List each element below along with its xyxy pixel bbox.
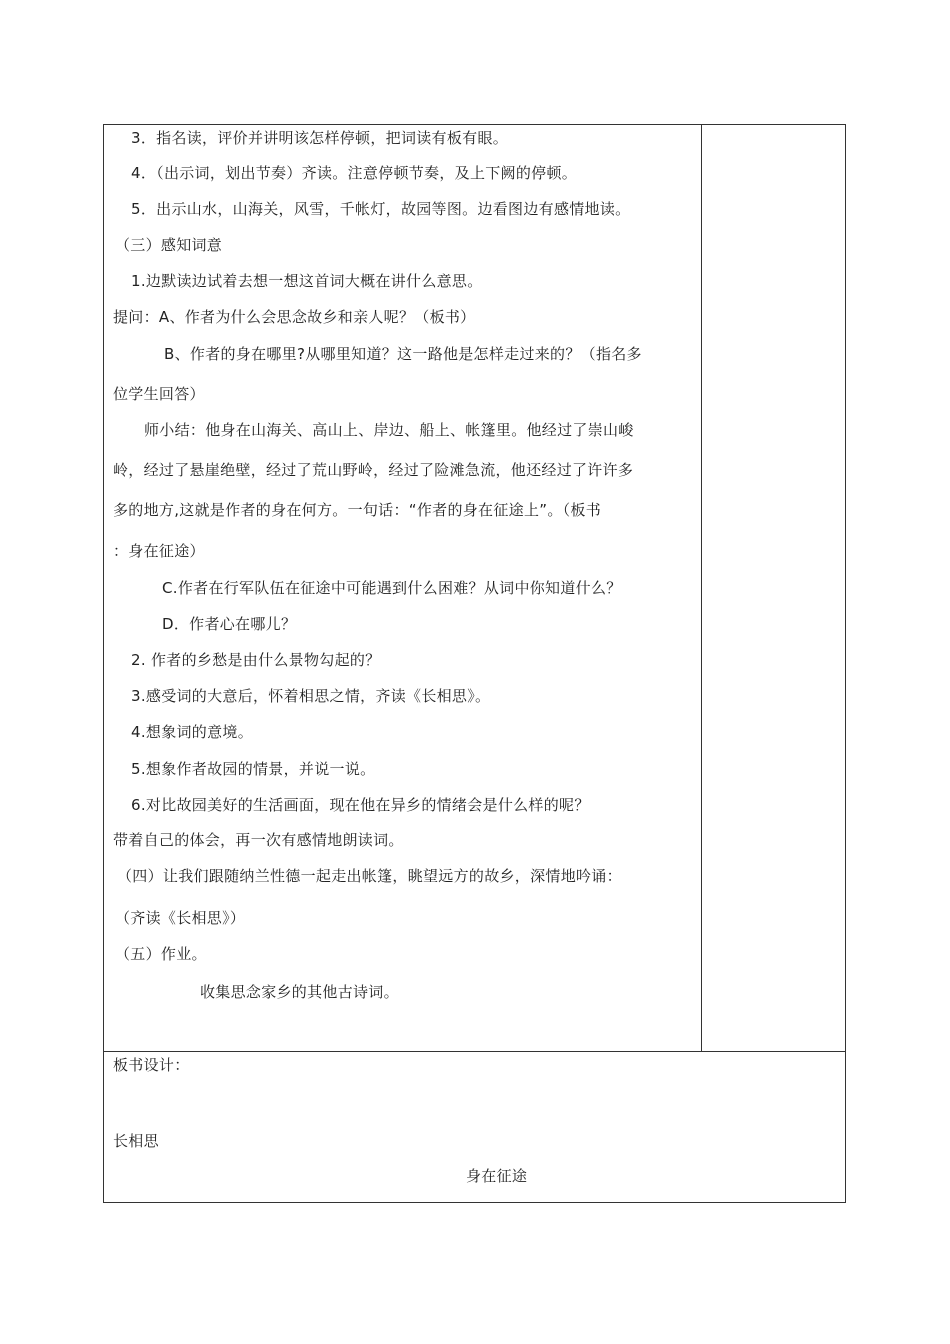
lesson-line: 岭，经过了悬崖绝壁，经过了荒山野岭，经过了险滩急流，他还经过了许许多 — [113, 461, 634, 479]
lesson-line: 5.想象作者故园的情景，并说一说。 — [131, 760, 376, 778]
lesson-line: 带着自己的体会，再一次有感情地朗读词。 — [113, 831, 404, 849]
row-divider — [103, 1051, 846, 1052]
lesson-line: B、作者的身在哪里?从哪里知道？这一路他是怎样走过来的？（指名多 — [164, 345, 642, 363]
lesson-line: 位学生回答） — [113, 385, 205, 403]
section-heading: （三）感知词意 — [115, 236, 223, 254]
column-divider — [701, 124, 702, 1052]
lesson-line: 多的地方,这就是作者的身在何方。一句话：“作者的身在征途上”。（板书 — [113, 501, 602, 519]
lesson-line: 3．指名读，评价并讲明该怎样停顿，把词读有板有眼。 — [131, 129, 509, 147]
lesson-line: D．作者心在哪儿？ — [162, 615, 297, 633]
lesson-line: 4.想象词的意境。 — [131, 723, 254, 741]
lesson-line: C.作者在行军队伍在征途中可能遇到什么困难？从词中你知道什么？ — [162, 579, 622, 597]
lesson-line: 6.对比故园美好的生活画面，现在他在异乡的情绪会是什么样的呢？ — [131, 796, 590, 814]
lesson-line: 1.边默读边试着去想一想这首词大概在讲什么意思。 — [131, 272, 483, 290]
section-heading: （五）作业。 — [115, 945, 207, 963]
lesson-line: 3.感受词的大意后，怀着相思之情，齐读《长相思》。 — [131, 687, 491, 705]
lesson-line: 2. 作者的乡愁是由什么景物勾起的？ — [131, 651, 381, 669]
lesson-line: ：身在征途） — [113, 542, 205, 560]
section-heading: （四）让我们跟随纳兰性德一起走出帐篷，眺望远方的故乡，深情地吟诵： — [117, 867, 622, 885]
lesson-line: 4．（出示词，划出节奏）齐读。注意停顿节奏，及上下阙的停顿。 — [131, 164, 578, 182]
board-heading: 板书设计： — [113, 1056, 190, 1074]
lesson-line: （齐读《长相思》） — [115, 909, 246, 927]
lesson-line: 师小结：他身在山海关、高山上、岸边、船上、帐篷里。他经过了崇山峻 — [144, 421, 634, 439]
lesson-line: 提问：A、作者为什么会思念故乡和亲人呢？（板书） — [113, 308, 476, 326]
board-title: 长相思 — [113, 1132, 159, 1150]
board-phrase: 身在征途 — [466, 1167, 528, 1185]
lesson-line: 收集思念家乡的其他古诗词。 — [200, 983, 399, 1001]
lesson-line: 5．出示山水，山海关，风雪，千帐灯，故园等图。边看图边有感情地读。 — [131, 200, 631, 218]
